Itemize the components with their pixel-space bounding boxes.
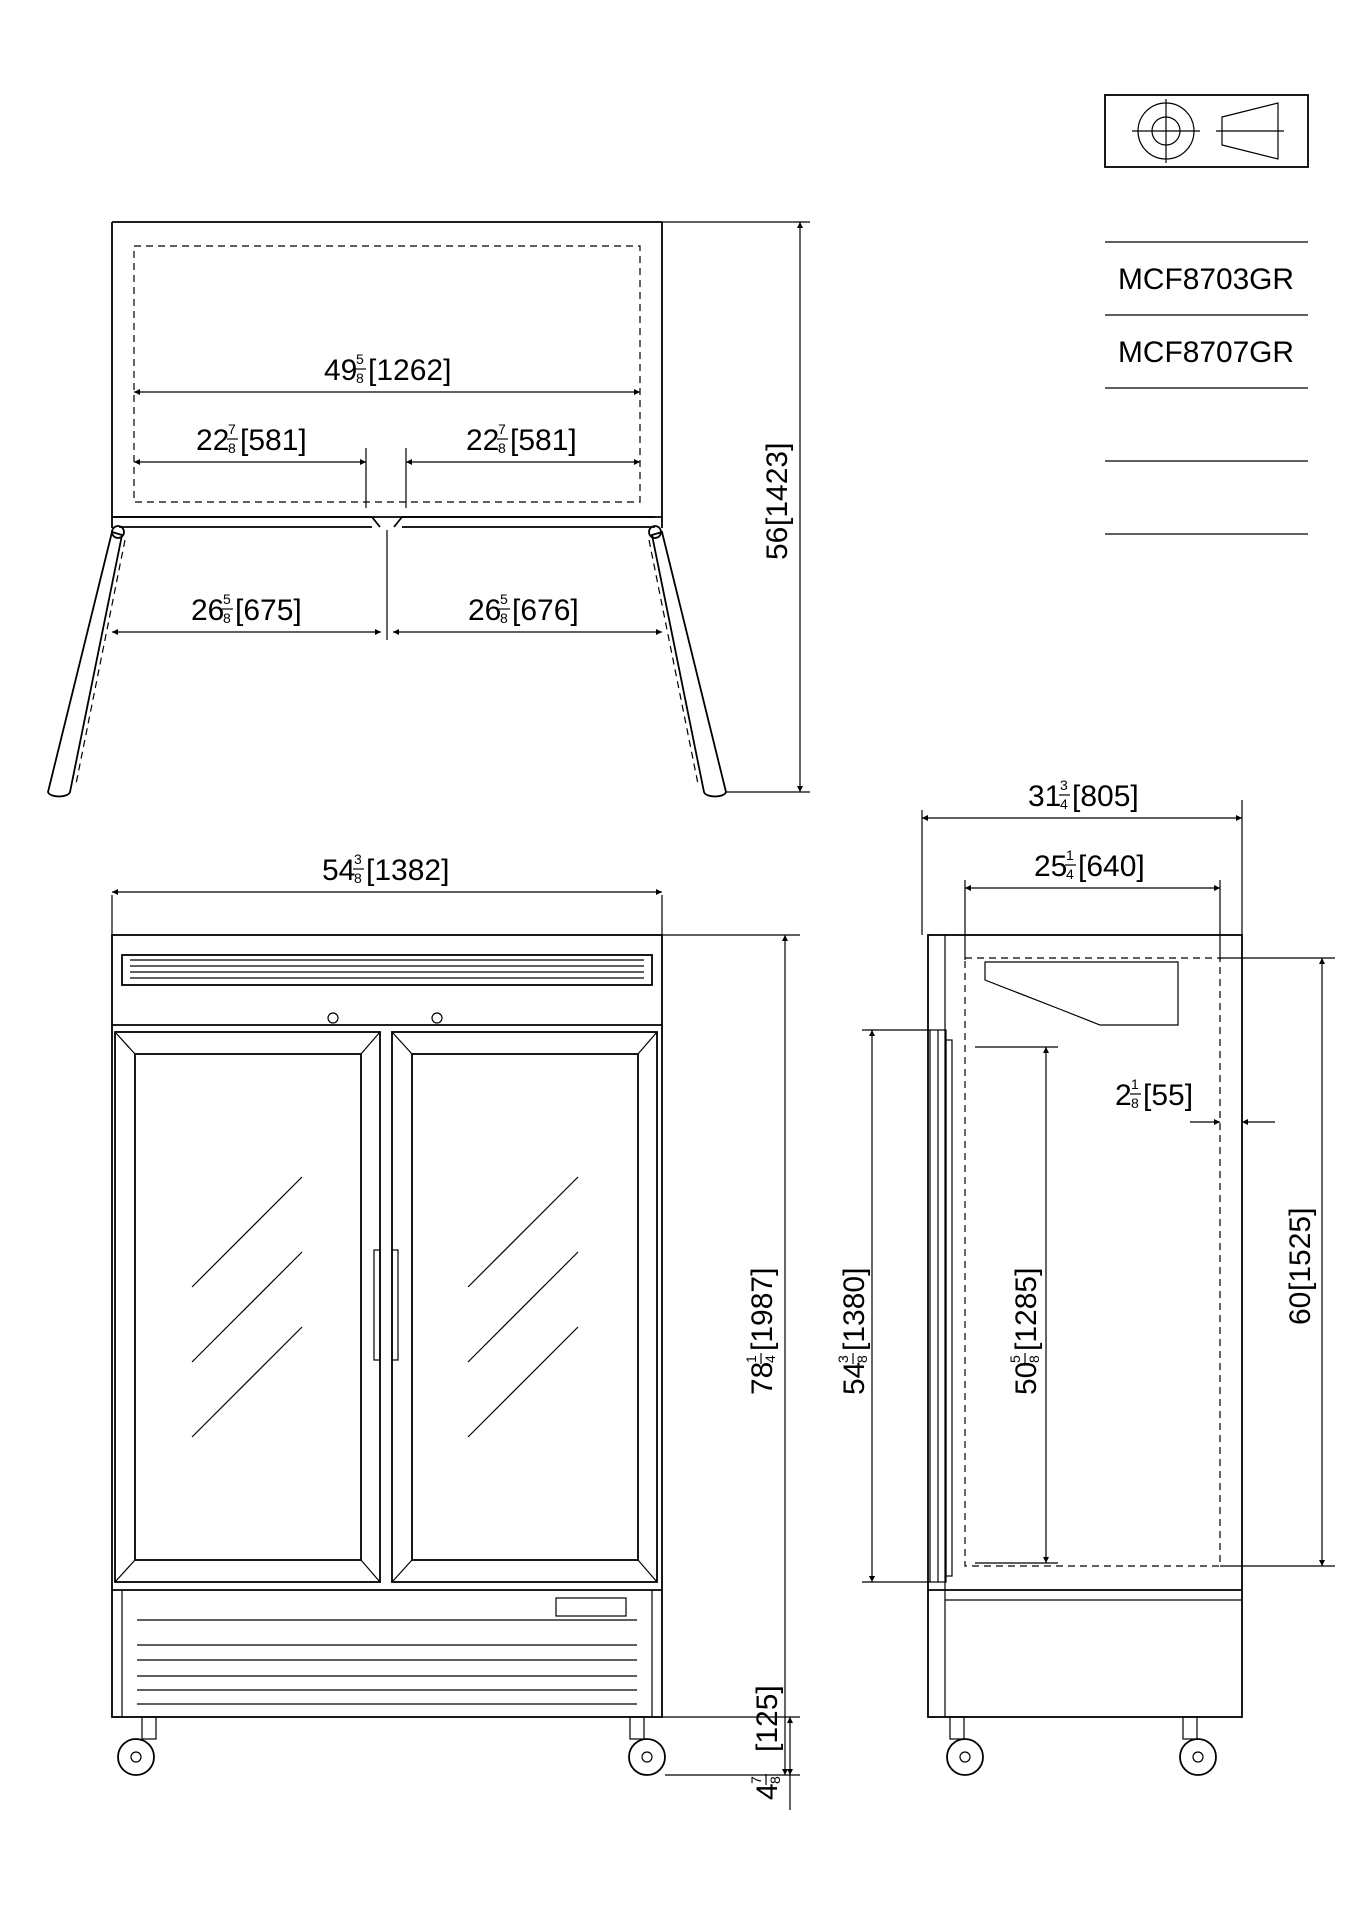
projection-symbol-icon xyxy=(1105,95,1308,167)
svg-text:[1423]: [1423] xyxy=(761,442,794,526)
svg-text:7: 7 xyxy=(228,421,236,437)
svg-text:5: 5 xyxy=(223,591,231,607)
dim-label-door-height xyxy=(835,1268,871,1395)
svg-text:31: 31 xyxy=(1028,780,1062,813)
front-view xyxy=(112,892,800,1810)
svg-text:[1525]: [1525] xyxy=(1284,1207,1317,1291)
dim-label-interior-height xyxy=(1284,1208,1317,1325)
svg-text:5: 5 xyxy=(500,591,508,607)
dim-label-overall-height xyxy=(743,1268,779,1395)
dim-label-opening-height xyxy=(1007,1268,1043,1395)
svg-text:[125]: [125] xyxy=(751,1685,784,1752)
svg-text:[581]: [581] xyxy=(240,424,307,457)
dim-label-overall-depth xyxy=(1028,777,1139,813)
svg-text:56: 56 xyxy=(761,526,794,560)
model-number: MCF8703GR xyxy=(1118,263,1294,296)
dim-label-base-height xyxy=(751,1685,784,1752)
svg-text:5: 5 xyxy=(1007,1355,1023,1363)
svg-text:4: 4 xyxy=(1060,796,1068,812)
dim-label-door-right xyxy=(466,421,577,457)
model-number: MCF8707GR xyxy=(1118,336,1294,369)
svg-text:[805]: [805] xyxy=(1072,780,1139,813)
svg-text:54: 54 xyxy=(838,1361,871,1395)
caster-icon xyxy=(947,1717,983,1775)
svg-text:[55]: [55] xyxy=(1143,1079,1194,1112)
svg-text:[1987]: [1987] xyxy=(746,1267,779,1351)
svg-text:[640]: [640] xyxy=(1078,850,1145,883)
svg-text:3: 3 xyxy=(354,851,362,867)
svg-text:22: 22 xyxy=(466,424,500,457)
svg-text:[1380]: [1380] xyxy=(838,1267,871,1351)
dim-label-depth-open xyxy=(761,443,794,560)
svg-text:22: 22 xyxy=(196,424,230,457)
svg-text:3: 3 xyxy=(835,1355,851,1363)
svg-text:7: 7 xyxy=(498,421,506,437)
svg-text:4: 4 xyxy=(751,1783,784,1800)
svg-text:8: 8 xyxy=(854,1355,870,1363)
svg-text:8: 8 xyxy=(354,870,362,886)
svg-text:[581]: [581] xyxy=(510,424,577,457)
dim-label-inner-width xyxy=(324,351,451,387)
caster-icon xyxy=(118,1717,156,1775)
svg-text:25: 25 xyxy=(1034,850,1068,883)
svg-text:8: 8 xyxy=(223,610,231,626)
svg-text:60: 60 xyxy=(1284,1291,1317,1325)
svg-text:2: 2 xyxy=(1115,1079,1132,1112)
svg-text:50: 50 xyxy=(1010,1361,1043,1395)
svg-text:[1262]: [1262] xyxy=(368,354,452,387)
svg-text:3: 3 xyxy=(1060,777,1068,793)
svg-text:8: 8 xyxy=(1026,1355,1042,1363)
dim-label-overall-width xyxy=(322,851,449,887)
dim-label-swing-left xyxy=(191,591,302,627)
plan-view xyxy=(48,222,810,797)
svg-text:4: 4 xyxy=(762,1355,778,1363)
svg-text:8: 8 xyxy=(228,440,236,456)
svg-text:1: 1 xyxy=(1131,1076,1139,1092)
svg-text:[676]: [676] xyxy=(512,594,579,627)
svg-text:5: 5 xyxy=(356,351,364,367)
svg-text:[675]: [675] xyxy=(235,594,302,627)
side-view xyxy=(862,800,1335,1775)
caster-icon xyxy=(1180,1717,1216,1775)
svg-text:54: 54 xyxy=(322,854,356,887)
dim-label-caster-height xyxy=(748,1774,784,1800)
svg-text:[1382]: [1382] xyxy=(366,854,450,887)
svg-text:4: 4 xyxy=(1066,866,1074,882)
svg-text:26: 26 xyxy=(468,594,502,627)
caster-icon xyxy=(629,1717,665,1775)
svg-text:8: 8 xyxy=(500,610,508,626)
dim-label-wall-thickness xyxy=(1115,1076,1193,1112)
svg-text:8: 8 xyxy=(356,370,364,386)
dim-label-inner-depth xyxy=(1034,847,1145,883)
svg-text:8: 8 xyxy=(767,1776,783,1784)
svg-text:8: 8 xyxy=(1131,1095,1139,1111)
svg-text:1: 1 xyxy=(1066,847,1074,863)
svg-text:78: 78 xyxy=(746,1361,779,1395)
dim-label-swing-right xyxy=(468,591,579,627)
svg-text:[1285]: [1285] xyxy=(1010,1267,1043,1351)
svg-text:1: 1 xyxy=(743,1355,759,1363)
dim-label-door-left xyxy=(196,421,307,457)
svg-text:26: 26 xyxy=(191,594,225,627)
svg-text:7: 7 xyxy=(748,1776,764,1784)
title-block xyxy=(1105,95,1308,534)
svg-text:8: 8 xyxy=(498,440,506,456)
svg-text:49: 49 xyxy=(324,354,358,387)
